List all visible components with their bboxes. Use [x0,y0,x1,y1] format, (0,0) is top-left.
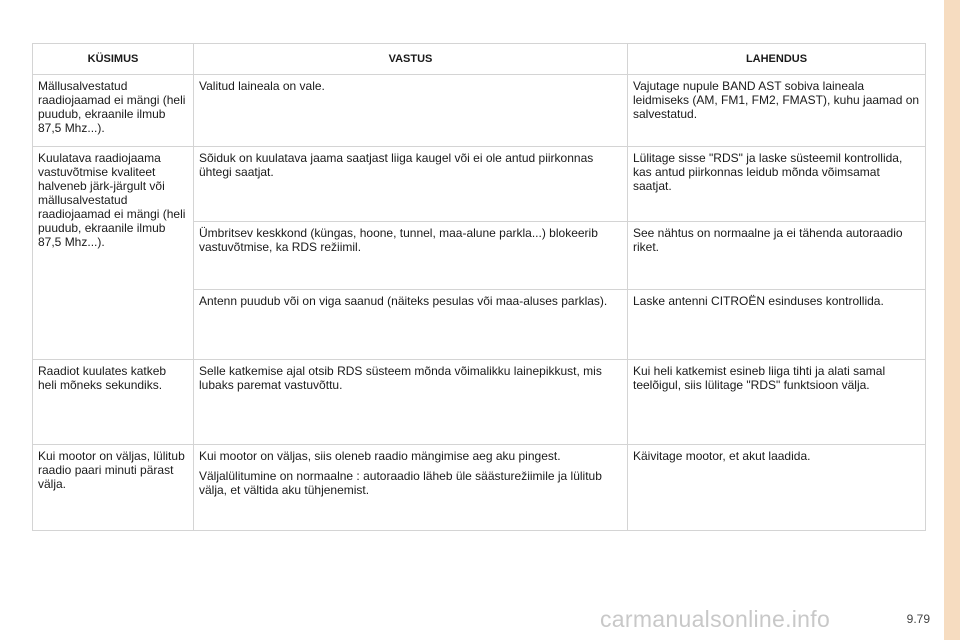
page-number: 9.79 [906,612,930,626]
solution-cell: Käivitage mootor, et akut laadida. [628,445,926,531]
answer-text: Antenn puudub või on viga saanud (näiteks pesulas või maa-aluses parklas). [199,294,608,308]
side-color-band [944,0,960,640]
answer-cell [194,360,628,445]
answer-text: Kui mootor on väljas, siis oleneb raadio mängimise aeg aku pingest. [199,449,561,463]
answer-cell [194,147,628,222]
solution-cell: Lülitage sisse "RDS" ja laske süsteemil kontrollida, kas antud piirkonnas leidub mõnda võimsamat saatjat. [628,147,926,222]
answer-text: Väljalülitumine on normaalne : autoraadio läheb üle säästurežiimile ja lülitub välja, et vältida aku tühjenemist. [199,469,602,497]
answer-cell [194,222,628,290]
question-cell: Kuulatava raadiojaama vastuvõtmise kvaliteet halveneb järk-järgult või mällusalvestatud raadiojaamad ei mängi (heli puudub, ekraanile ilmub 87,5 Mhz...). [33,147,194,360]
table-row [33,147,926,222]
answer-cell [194,290,628,360]
answer-text: Selle katkemise ajal otsib RDS süsteem mõnda võimalikku lainepikkust, mis lubaks paremat vastuvõttu. [199,364,602,392]
solution-cell: Laske antenni CITROËN esinduses kontrollida. [628,290,926,360]
solution-cell: See nähtus on normaalne ja ei tähenda autoraadio riket. [628,222,926,290]
answer-text: Ümbritsev keskkond (küngas, hoone, tunnel, maa-alune parkla...) blokeerib vastuvõtmise, ka RDS režiimil. [199,226,598,254]
solution-cell: Kui heli katkemist esineb liiga tihti ja alati samal teelõigul, siis lülitage "RDS" funktsioon välja. [628,360,926,445]
answer-text: Sõiduk on kuulatava jaama saatjast liiga kaugel või ei ole antud piirkonnas ühtegi saatjat. [199,151,594,179]
question-cell: Kui mootor on väljas, lülitub raadio paari minuti pärast välja. [33,445,194,531]
troubleshooting-table [32,43,926,531]
table-row [33,445,926,531]
header-answer: VASTUS [194,44,628,75]
table-header-row [33,44,926,75]
answer-cell [194,445,628,531]
table-row [33,360,926,445]
question-cell: Mällusalvestatud raadiojaamad ei mängi (heli puudub, ekraanile ilmub 87,5 Mhz...). [33,75,194,147]
watermark-text: carmanualsonline.info [600,606,831,632]
solution-cell: Vajutage nupule BAND AST sobiva laineala leidmiseks (AM, FM1, FM2, FMAST), kuhu jaamad on salvestatud. [628,75,926,147]
header-question: KÜSIMUS [33,44,194,75]
question-cell: Raadiot kuulates katkeb heli mõneks sekundiks. [33,360,194,445]
answer-text: Valitud laineala on vale. [199,79,325,93]
header-solution: LAHENDUS [628,44,926,75]
answer-cell [194,75,628,147]
table-row [33,75,926,147]
